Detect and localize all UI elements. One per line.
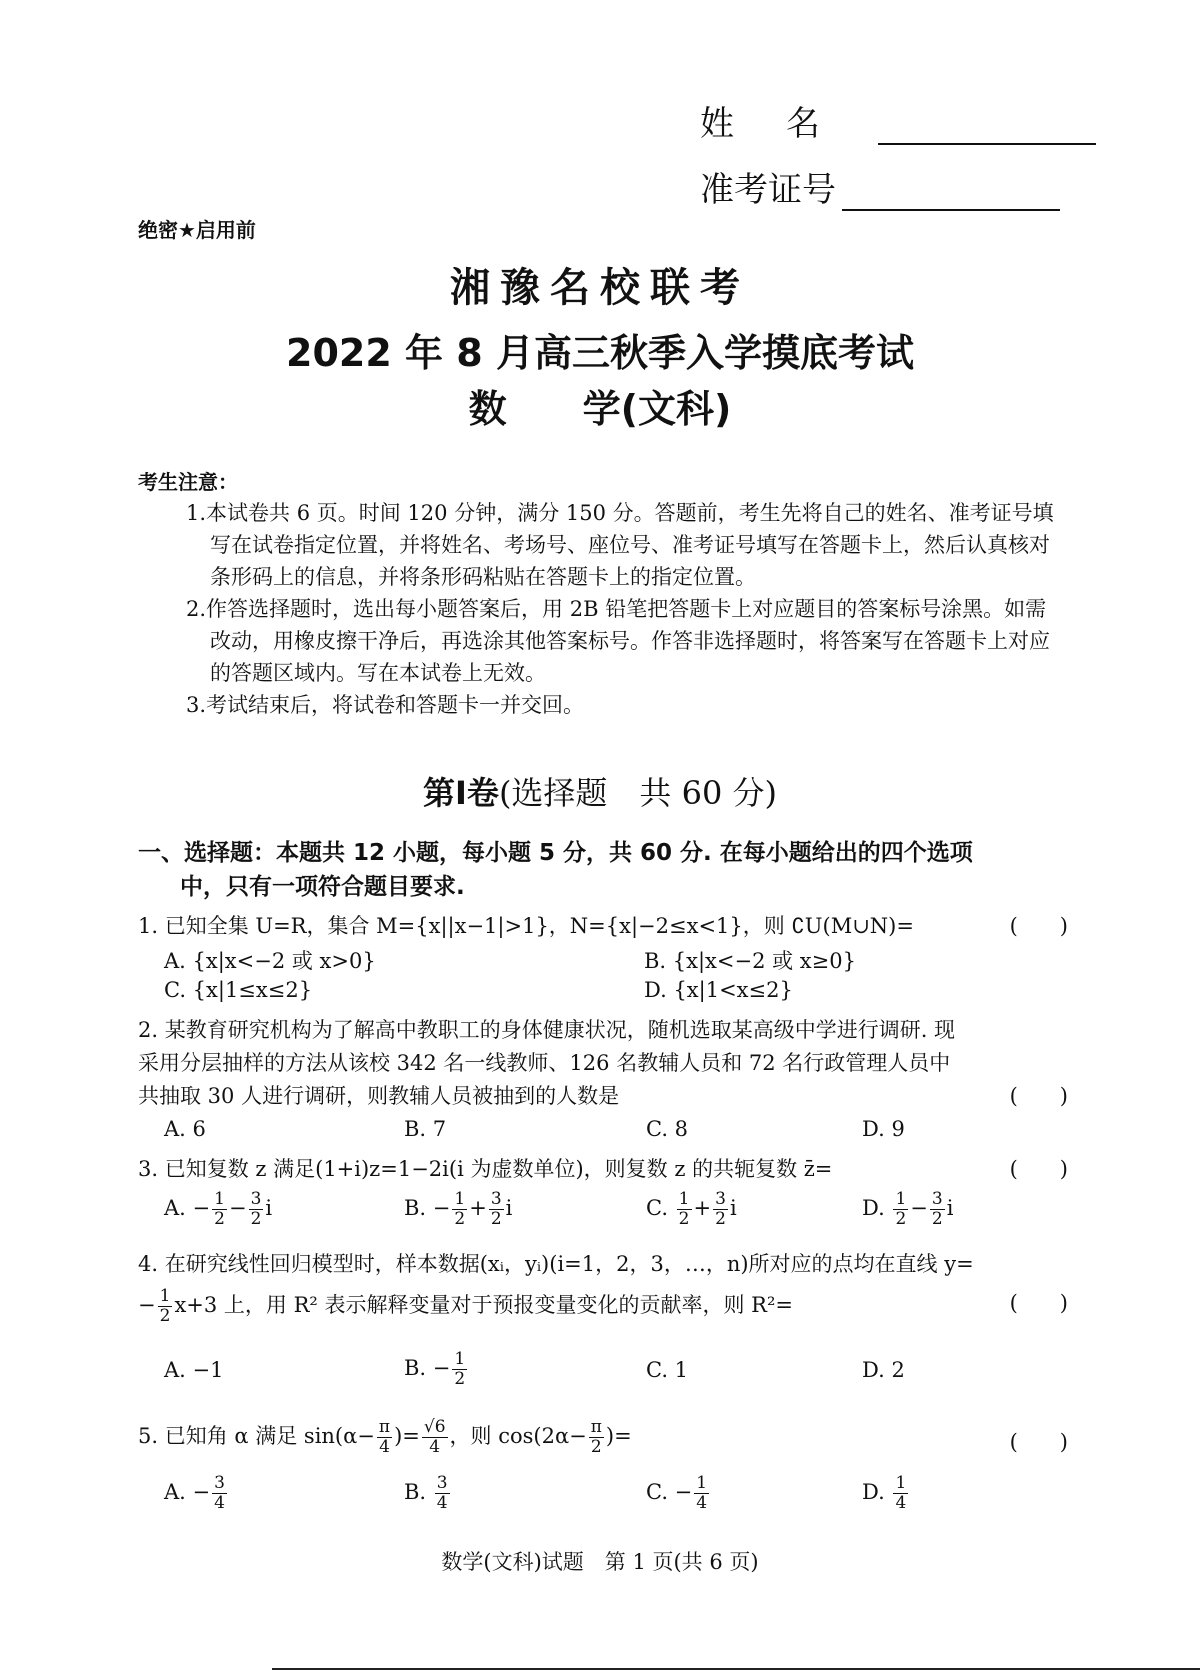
option-a[interactable]: A. − $\frac{1}{2}$ − $\frac{3}{2}$ i [164, 1189, 273, 1229]
section-heading [138, 836, 1068, 904]
option-a[interactable]: A. 6 [164, 1117, 206, 1141]
option-b[interactable]: B. {x|x<−2 或 x≥0} [644, 949, 856, 973]
notice-text: 本试卷共 6 页。时间 120 分钟，满分 150 分。答题前，考生先将自己的姓名、准考证号填写在试卷指定位置，并将姓名、考场号、座位号、准考证号填写在答题卡上，然后认真核对条形码上的信息，并将条形码粘贴在答题卡上的指定位置。 [206, 501, 1054, 589]
fraction-pi-over-4: $\frac{\pi}{4}$ [378, 1417, 391, 1457]
option-d[interactable]: D. $\frac{1}{2}$ − $\frac{3}{2}$ i [862, 1189, 954, 1229]
fraction-pi-over-2: $\frac{\pi}{2}$ [590, 1417, 602, 1457]
notice-heading: 考生注意： [138, 470, 238, 494]
option-a[interactable]: A. {x|x<−2 或 x>0} [164, 949, 376, 973]
notice-item [186, 593, 1066, 689]
subject-title: 数 学(文科) [468, 387, 732, 431]
ticket-number-label: 准考证号 [700, 170, 836, 210]
answer-bracket[interactable]: ( ) [1009, 914, 1068, 938]
option-c[interactable]: C. {x|1≤x≤2} [164, 978, 313, 1002]
notice-number: 3. [186, 693, 207, 717]
notice-number: 2. [186, 597, 207, 621]
question-stem-line: 采用分层抽样的方法从该校 342 名一线教师、126 名教辅人员和 72 名行政管理人员中 [138, 1051, 951, 1075]
option-c[interactable]: C. − $\frac{1}{4}$ [646, 1473, 708, 1513]
question-3-options [164, 1190, 1044, 1240]
confidential-mark: 绝密★启用前 [138, 218, 256, 242]
option-c[interactable]: C. 8 [646, 1117, 689, 1141]
ticket-number-blank-line[interactable] [842, 175, 1060, 211]
question-stem-line: 2. 某教育研究机构为了解高中教职工的身体健康状况，随机选取某高级中学进行调研. 现 [138, 1018, 956, 1042]
option-b[interactable]: B. − $\frac{1}{2}$ + $\frac{3}{2}$ i [404, 1189, 513, 1229]
name-blank-line[interactable] [878, 109, 1096, 145]
page-footer: 数学(文科)试题 第 1 页(共 6 页) [441, 1550, 759, 1574]
option-d[interactable]: D. {x|1<x≤2} [644, 978, 793, 1002]
question-1-options-row2 [164, 978, 1044, 1018]
name-label: 姓名 [700, 104, 872, 144]
fraction-one-half: $\frac{1}{2}$ [159, 1286, 171, 1326]
option-a[interactable]: A. − $\frac{3}{4}$ [164, 1473, 225, 1513]
question-stem: 1. 已知全集 U=R，集合 M={x||x−1|>1}，N={x|−2≤x<1}，则 ∁U(M∪N)= [138, 914, 914, 938]
section-heading-line: 中，只有一项符合题目要求. [180, 874, 465, 900]
notice-text: 作答选择题时，选出每小题答案后，用 2B 铅笔把答题卡上对应题目的答案标号涂黑。如需改动，用橡皮擦干净后，再选涂其他答案标号。作答非选择题时，将答案写在答题卡上对应的答题区域内。写在本试卷上无效。 [206, 597, 1050, 685]
question-2-options [164, 1117, 1044, 1157]
option-d[interactable]: D. $\frac{1}{4}$ [862, 1473, 907, 1513]
question-stem-line: 共抽取 30 人进行调研，则教辅人员被抽到的人数是 [138, 1084, 620, 1108]
question-4: 4. 在研究线性回归模型时，样本数据(xᵢ，yᵢ)(i=1，2，3，…，n)所对应的点均在直线 y= − $\frac{1}{2}$ x+3 上，用 R² 表示解释变量对于预报变量变化的贡献率，则 R²= ( ) [138, 1248, 1068, 1326]
section-heading-line: 一、选择题：本题共 12 小题，每小题 5 分，共 60 分. 在每小题给出的四个选项 [138, 840, 973, 866]
exam-organizer-title: 湘豫名校联考 [450, 265, 750, 311]
fraction-sqrt6-over-4: $\frac{√6}{4}$ [423, 1417, 446, 1457]
option-c[interactable]: C. $\frac{1}{2}$ + $\frac{3}{2}$ i [646, 1189, 737, 1229]
option-b[interactable]: B. 7 [404, 1117, 447, 1141]
name-field [700, 96, 1096, 145]
notice-item [186, 689, 1066, 721]
answer-bracket[interactable]: ( ) [1009, 1157, 1068, 1181]
notice-text: 考试结束后，将试卷和答题卡一并交回。 [206, 693, 585, 717]
question-2 [138, 1014, 1068, 1113]
answer-bracket[interactable]: ( ) [1009, 1430, 1068, 1454]
question-stem-line: 4. 在研究线性回归模型时，样本数据(xᵢ，yᵢ)(i=1，2，3，…，n)所对应的点均在直线 y= [138, 1252, 974, 1276]
bottom-divider [272, 1668, 1200, 1670]
question-1 [138, 910, 1068, 943]
option-b[interactable]: B. $\frac{3}{4}$ [404, 1473, 448, 1513]
notice-number: 1. [186, 501, 207, 525]
option-c[interactable]: C. 1 [646, 1358, 689, 1382]
exam-name-title: 2022 年 8 月高三秋季入学摸底考试 [286, 331, 914, 375]
question-5: 5. 已知角 α 满足 sin(α− $\frac{\pi}{4}$ )= $\frac{√6}{4}$ ，则 cos(2α− $\frac{\pi}{2}$ )= ( ) [138, 1417, 1068, 1457]
volume-description: (选择题 共 60 分) [498, 774, 777, 812]
notice-item [186, 497, 1066, 593]
question-3 [138, 1153, 1068, 1186]
option-d[interactable]: D. 2 [862, 1358, 905, 1382]
question-stem: 3. 已知复数 z 满足(1+i)z=1−2i(i 为虚数单位)，则复数 z 的共轭复数 z̄= [138, 1157, 833, 1181]
answer-bracket[interactable]: ( ) [1009, 1291, 1068, 1315]
question-5-options [164, 1474, 1044, 1524]
volume-number: 第Ⅰ卷 [423, 774, 499, 812]
option-a[interactable]: A. −1 [164, 1358, 224, 1382]
option-d[interactable]: D. 9 [862, 1117, 905, 1141]
ticket-number-field [700, 162, 1060, 211]
answer-bracket[interactable]: ( ) [1009, 1084, 1068, 1108]
option-b[interactable]: B. − $\frac{1}{2}$ [404, 1349, 466, 1389]
question-stem-line: x+3 上，用 R² 表示解释变量对于预报变量变化的贡献率，则 R²= [174, 1293, 793, 1317]
question-4-options [164, 1350, 1044, 1400]
volume-title [0, 768, 1200, 814]
